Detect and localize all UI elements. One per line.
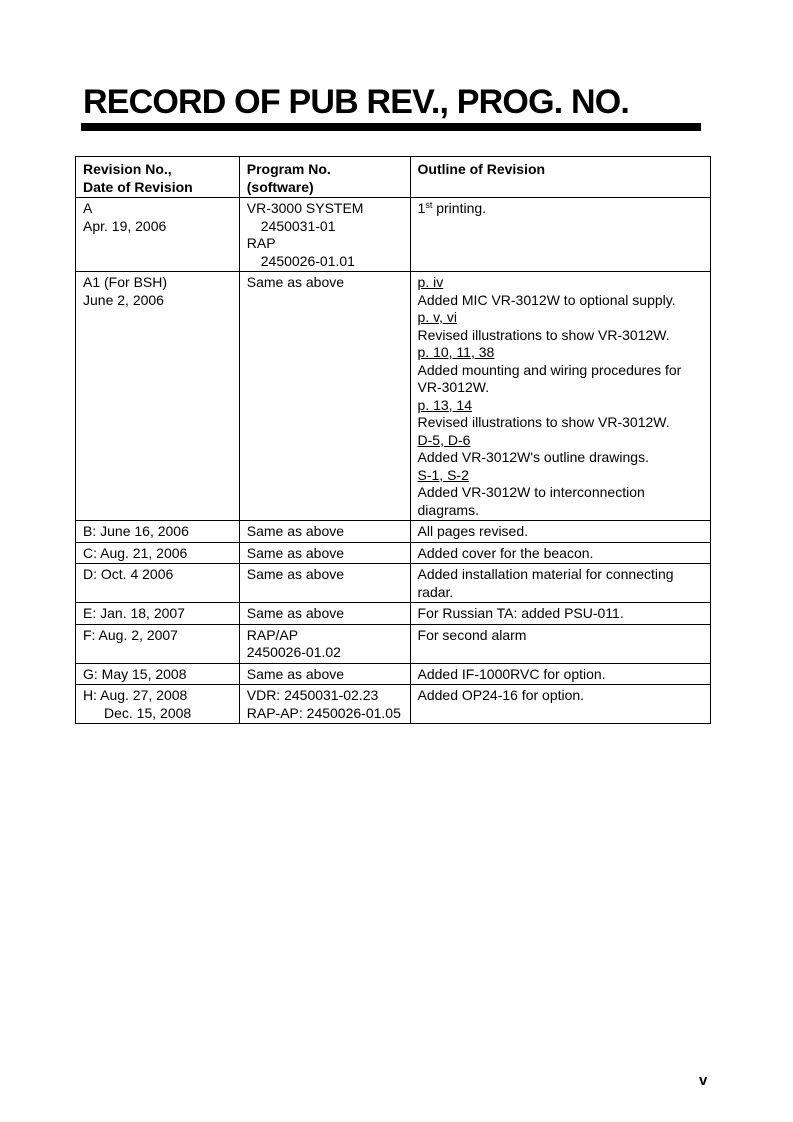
table-row bbox=[76, 272, 711, 521]
outline-cell: For Russian TA: added PSU-011. bbox=[410, 603, 710, 625]
revision-date: Dec. 15, 2008 bbox=[104, 704, 192, 721]
table-row bbox=[76, 521, 711, 543]
outline-cell: Added cover for the beacon. bbox=[410, 542, 710, 564]
page-reference: p. 13, 14 bbox=[417, 396, 473, 413]
revision-cell: D: Oct. 4 2006 bbox=[76, 564, 240, 603]
table-row bbox=[76, 603, 711, 625]
program-cell bbox=[239, 198, 410, 272]
outline-text: diagrams. bbox=[417, 501, 479, 518]
program-name: VR-3000 SYSTEM bbox=[246, 200, 364, 216]
program-name: RAP bbox=[246, 235, 276, 251]
outline-text: Added mounting and wiring procedures for bbox=[417, 361, 682, 378]
program-cell: Same as above bbox=[239, 564, 410, 603]
page-reference: S-1, S-2 bbox=[417, 466, 469, 483]
outline-cell: For second alarm bbox=[410, 624, 710, 663]
program-number: RAP-AP: 2450026-01.05 bbox=[246, 704, 401, 721]
page-title: RECORD OF PUB REV., PROG. NO. bbox=[83, 83, 630, 121]
outline-text: Added VR-3012W to interconnection bbox=[417, 484, 645, 500]
program-number: 2450026-01.02 bbox=[246, 644, 341, 660]
program-cell: Same as above bbox=[239, 663, 410, 685]
revision-cell bbox=[76, 198, 240, 272]
page-reference: p. v, vi bbox=[417, 309, 457, 325]
page-reference: D-5, D-6 bbox=[417, 431, 471, 448]
program-cell bbox=[239, 685, 410, 724]
header-revision-line1: Revision No., bbox=[83, 161, 172, 177]
header-program bbox=[239, 157, 410, 198]
revision-cell: F: Aug. 2, 2007 bbox=[76, 624, 240, 663]
title-underline-rule bbox=[81, 123, 701, 131]
header-program-line2: (software) bbox=[246, 178, 314, 195]
program-number: 2450031-01 bbox=[260, 217, 336, 234]
revision-cell: G: May 15, 2008 bbox=[76, 663, 240, 685]
outline-text: Added installation material for connecting bbox=[417, 566, 674, 582]
table-row bbox=[76, 624, 711, 663]
outline-cell bbox=[410, 564, 710, 603]
revision-cell bbox=[76, 685, 240, 724]
program-cell: Same as above bbox=[239, 272, 410, 521]
table-row bbox=[76, 663, 711, 685]
program-cell: Same as above bbox=[239, 603, 410, 625]
table-row bbox=[76, 198, 711, 272]
table-header-row bbox=[76, 157, 711, 198]
revision-cell: E: Jan. 18, 2007 bbox=[76, 603, 240, 625]
revision-cell bbox=[76, 272, 240, 521]
revision-cell: C: Aug. 21, 2006 bbox=[76, 542, 240, 564]
table-row bbox=[76, 685, 711, 724]
outline-text: Added VR-3012W's outline drawings. bbox=[417, 449, 649, 465]
header-outline: Outline of Revision bbox=[410, 157, 710, 198]
outline-cell: Added OP24-16 for option. bbox=[410, 685, 710, 724]
revision-cell: B: June 16, 2006 bbox=[76, 521, 240, 543]
outline-cell bbox=[410, 272, 710, 521]
outline-text: Revised illustrations to show VR-3012W. bbox=[417, 326, 670, 343]
outline-cell: All pages revised. bbox=[410, 521, 710, 543]
outline-ordinal-suffix: st bbox=[425, 200, 433, 210]
outline-cell: Added IF-1000RVC for option. bbox=[410, 663, 710, 685]
page-number: v bbox=[699, 1072, 708, 1089]
outline-text: Added MIC VR-3012W to optional supply. bbox=[417, 291, 676, 308]
outline-text: Revised illustrations to show VR-3012W. bbox=[417, 414, 670, 430]
table-row bbox=[76, 564, 711, 603]
revision-no: A1 (For BSH) bbox=[83, 274, 168, 290]
revision-date: Apr. 19, 2006 bbox=[83, 217, 167, 234]
program-cell: Same as above bbox=[239, 542, 410, 564]
program-cell bbox=[239, 624, 410, 663]
page-reference: p. 10, 11, 38 bbox=[417, 344, 495, 360]
page-reference: p. iv bbox=[417, 274, 444, 290]
revision-no: A bbox=[83, 200, 93, 216]
outline-ordinal: 1 bbox=[417, 200, 426, 216]
program-number: VDR: 2450031-02.23 bbox=[246, 687, 379, 703]
revision-record-table bbox=[75, 156, 711, 724]
header-revision-line2: Date of Revision bbox=[83, 178, 193, 195]
outline-text: VR-3012W. bbox=[417, 379, 490, 395]
revision-no: H: Aug. 27, 2008 bbox=[83, 687, 188, 703]
program-number: 2450026-01.01 bbox=[260, 252, 355, 269]
program-name: RAP/AP bbox=[246, 626, 299, 643]
header-revision bbox=[76, 157, 240, 198]
revision-date: June 2, 2006 bbox=[83, 291, 164, 308]
outline-text: radar. bbox=[417, 583, 454, 600]
outline-cell bbox=[410, 198, 710, 272]
outline-text: printing. bbox=[432, 200, 487, 216]
header-program-line1: Program No. bbox=[246, 161, 331, 177]
table-row bbox=[76, 542, 711, 564]
program-cell: Same as above bbox=[239, 521, 410, 543]
